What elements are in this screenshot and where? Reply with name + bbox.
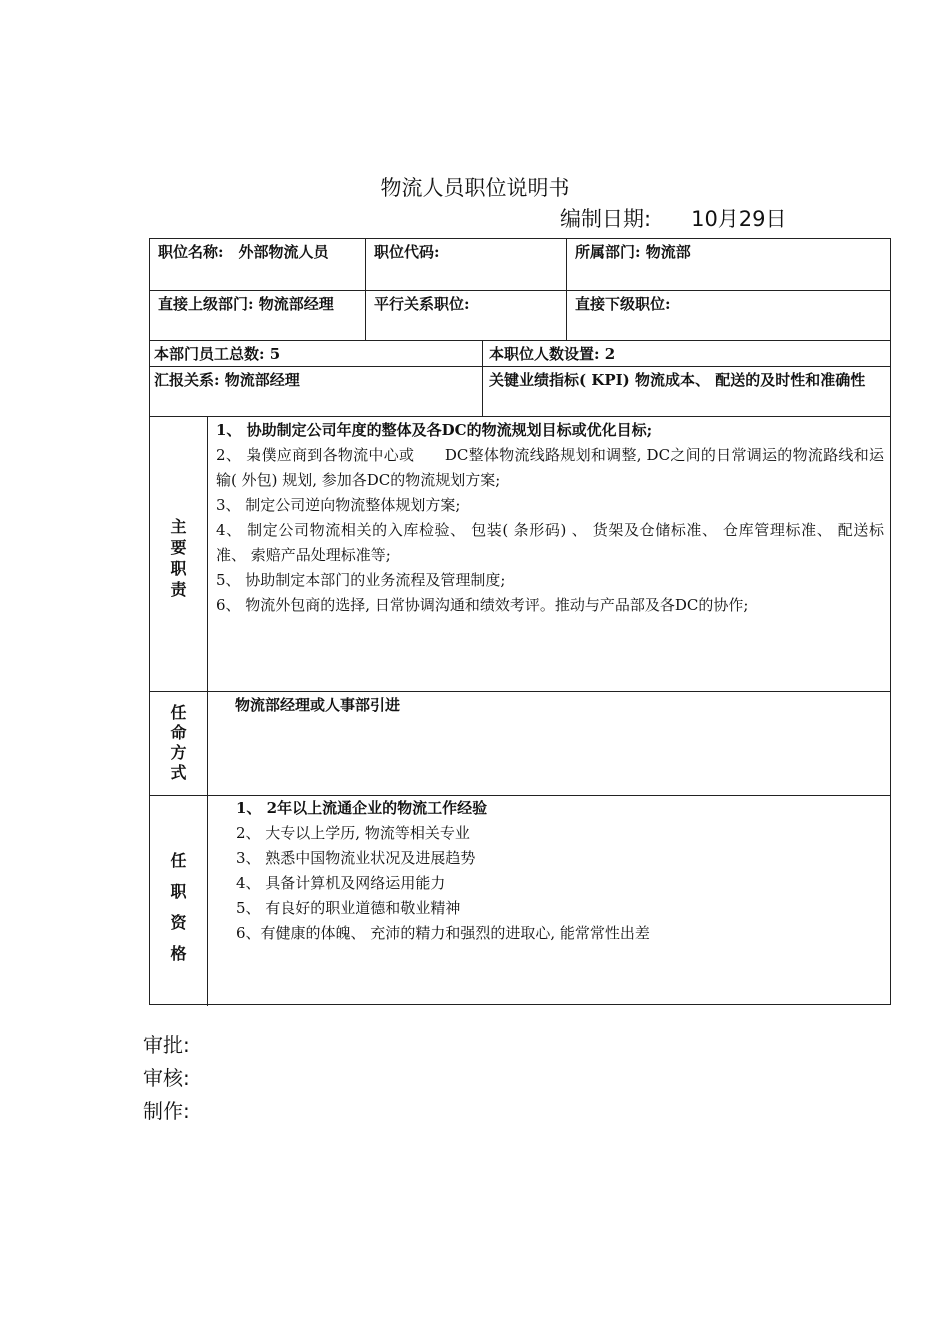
subordinate-position-cell: 直接下级职位: [575, 295, 671, 313]
dept-total-cell: 本部门员工总数: 5 [154, 345, 281, 363]
qualifications-label [150, 845, 207, 969]
appointment-label [150, 703, 207, 783]
qualification-item: 3、 熟悉中国物流业状况及进展趋势 [236, 849, 476, 867]
duty-item: 3、 制定公司逆向物流整体规划方案; [216, 496, 461, 514]
parallel-position-cell: 平行关系职位: [374, 295, 470, 313]
qualification-item: 1、 2年以上流通企业的物流工作经验 [236, 799, 488, 817]
qualification-item: 6、有健康的体魄、 充沛的精力和强烈的进取心, 能常常性出差 [236, 924, 650, 942]
date-value: 10月29日 [691, 207, 787, 231]
position-name-cell: 职位名称: 外部物流人员 [158, 243, 329, 261]
duties-label-char: 要 [170, 538, 187, 557]
qualifications-label-char: 任 [170, 851, 187, 870]
appointment-label-char: 方 [170, 743, 187, 762]
duties-label [150, 516, 207, 600]
prepare-label: 制作: [143, 1099, 190, 1123]
duty-item: 6、 物流外包商的选择, 日常协调沟通和绩效考评。推动与产品部及各DC的协作; [216, 596, 749, 614]
duties-label-char: 职 [170, 559, 187, 578]
appointment-label-char: 命 [170, 723, 187, 742]
duties-label-char: 责 [170, 580, 187, 599]
qualifications-label-char: 资 [170, 913, 187, 932]
appointment-label-char: 任 [170, 703, 187, 722]
row-divider [150, 691, 891, 692]
qualification-item: 4、 具备计算机及网络运用能力 [236, 874, 446, 892]
superior-dept-cell: 直接上级部门: 物流部经理 [158, 295, 334, 313]
kpi-cell: 关键业绩指标( KPI) 物流成本、 配送的及时性和准确性 [489, 371, 866, 389]
duty-item: 4、 制定公司物流相关的入库检验、 包装( 条形码) 、 货架及仓储标准、 仓库管理标准、 配送标准、 索赔产品处理标准等; [216, 521, 884, 564]
col-divider [207, 416, 208, 1006]
approve-label: 审批: [143, 1033, 190, 1057]
duties-list [216, 418, 884, 618]
appointment-value: 物流部经理或人事部引进 [235, 696, 401, 714]
qualifications-label-char: 职 [170, 882, 187, 901]
qualification-item: 2、 大专以上学历, 物流等相关专业 [236, 824, 470, 842]
position-code-cell: 职位代码: [374, 243, 440, 261]
duty-item: 5、 协助制定本部门的业务流程及管理制度; [216, 571, 506, 589]
department-cell: 所属部门: 物流部 [575, 243, 691, 261]
review-label: 审核: [143, 1066, 190, 1090]
qualifications-label-char: 格 [170, 944, 187, 963]
compile-date [560, 203, 787, 233]
qualifications-list [236, 796, 650, 946]
report-relation-cell: 汇报关系: 物流部经理 [154, 371, 300, 389]
duty-item: 1、 协助制定公司年度的整体及各DC的物流规划目标或优化目标; [216, 421, 653, 439]
date-label: 编制日期: [560, 207, 652, 231]
document-title: 物流人员职位说明书 [380, 176, 570, 200]
appointment-label-char: 式 [170, 763, 187, 782]
headcount-cell: 本职位人数设置: 2 [489, 345, 616, 363]
duty-item: 2、 枭僕应商到各物流中心或 DC整体物流线路规划和调整, DC之间的日常调运的物流路线和运输( 外包) 规划, 参加各DC的物流规划方案; [216, 446, 884, 489]
qualification-item: 5、 有良好的职业道德和敬业精神 [236, 899, 461, 917]
job-description-form [149, 238, 891, 1005]
duties-label-char: 主 [170, 517, 187, 536]
